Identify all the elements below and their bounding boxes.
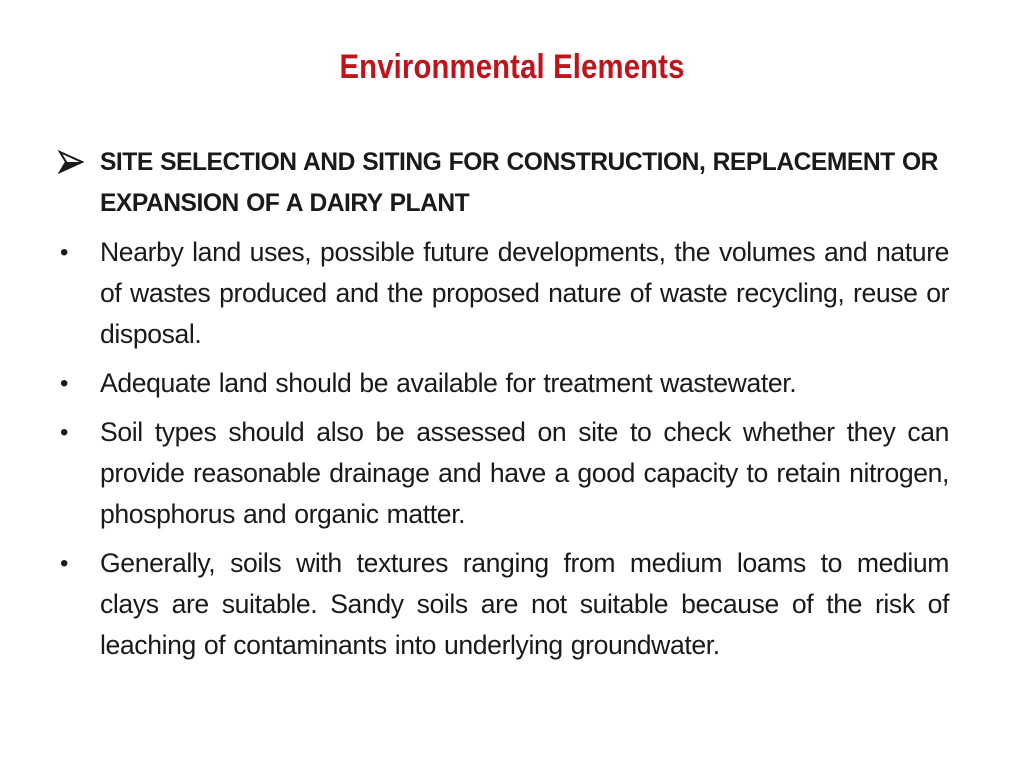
bullet-dot-icon: • [60, 419, 69, 446]
bullet-item [58, 232, 962, 355]
bullet-text: Adequate land should be available for treatment wastewater. [100, 368, 797, 398]
bullet-text: Generally, soils with textures ranging from medium loams to medium clays are suitable. Sandy soils are not suitable because of the risk of leaching of contaminants into underlying groundwater. [100, 548, 950, 660]
bullet-dot-icon: • [60, 370, 69, 397]
bullet-dot-icon: • [60, 550, 69, 577]
slide-title: Environmental Elements [339, 48, 685, 86]
bullet-item [58, 363, 962, 404]
heading-item [58, 142, 962, 224]
slide-content [58, 142, 962, 674]
bullet-dot-icon: • [60, 239, 69, 266]
arrow-bullet-icon [58, 142, 94, 174]
bullet-text: Nearby land uses, possible future developments, the volumes and nature of wastes produced and the proposed nature of waste recycling, reuse or disposal. [100, 237, 950, 349]
bullet-item [58, 543, 962, 666]
bullet-item [58, 412, 962, 535]
heading-text: SITE SELECTION AND SITING FOR CONSTRUCTION, REPLACEMENT OR EXPANSION OF A DAIRY PLANT [100, 148, 938, 217]
bullet-text: Soil types should also be assessed on site to check whether they can provide reasonable drainage and have a good capacity to retain nitrogen, phosphorus and organic matter. [100, 417, 950, 529]
